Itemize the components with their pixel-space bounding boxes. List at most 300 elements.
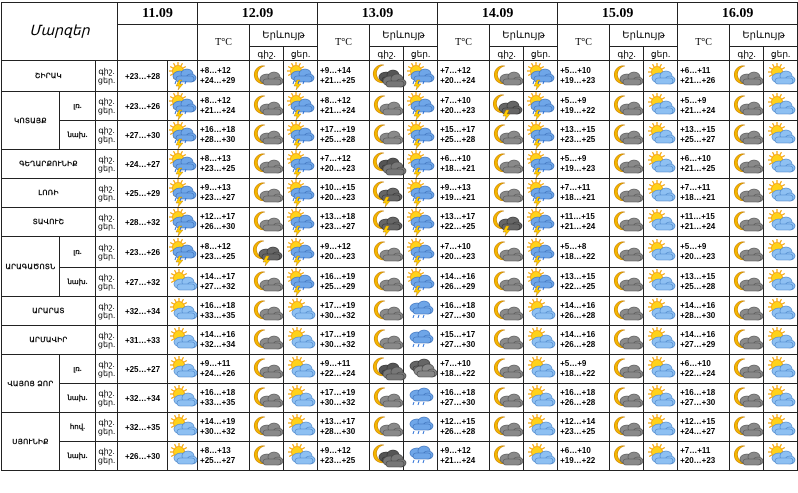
cloud-rain-icon — [404, 298, 437, 324]
night-icon — [250, 326, 284, 355]
temp-range: +7…+11 +18…+21 — [678, 179, 730, 208]
moon-cloud-icon — [490, 239, 523, 265]
day-icon — [764, 150, 798, 179]
temp-range: +5…+10 +19…+23 — [558, 61, 610, 92]
day1-temp: +26…+30 — [118, 442, 168, 471]
day-icon — [524, 355, 558, 384]
region-name: ԱՐՄԱՎԻՐ — [2, 326, 96, 355]
table-row — [2, 121, 798, 150]
table-row — [2, 268, 798, 297]
day-icon — [404, 150, 438, 179]
sun-cloud-icon — [764, 180, 797, 206]
day1-icon — [168, 179, 198, 208]
day1-icon — [168, 150, 198, 179]
day-icon — [284, 355, 318, 384]
moon-cloud-icon — [730, 327, 763, 353]
sun-cloud-storm-icon — [168, 151, 197, 177]
night-icon — [730, 268, 764, 297]
day1-icon — [168, 92, 198, 121]
subregion: լռ. — [60, 92, 96, 121]
day-icon — [404, 413, 438, 442]
temp-range: +9…+12 +21…+24 — [438, 442, 490, 471]
moon-cloud-icon — [610, 385, 643, 411]
sun-cloud-storm-icon — [284, 239, 317, 265]
day-icon — [764, 413, 798, 442]
day-icon — [284, 179, 318, 208]
night-icon — [490, 297, 524, 326]
moon-cloud-icon — [370, 414, 403, 440]
day1-temp: +32…+35 — [118, 413, 168, 442]
temp-range: +6…+10 +21…+25 — [678, 150, 730, 179]
night-icon — [370, 150, 404, 179]
day1-icon — [168, 326, 198, 355]
moon-cloud-icon — [490, 356, 523, 382]
night-icon — [250, 61, 284, 92]
day-icon — [404, 384, 438, 413]
moon-cloud-icon — [490, 63, 523, 89]
temp-range: +9…+13 +19…+21 — [438, 179, 490, 208]
temp-range: +6…+10 +22…+24 — [678, 355, 730, 384]
temp-range: +16…+19 +25…+29 — [318, 268, 370, 297]
night-icon — [490, 61, 524, 92]
sun-cloud-icon — [764, 298, 797, 324]
night-icon — [250, 268, 284, 297]
night-icon — [730, 179, 764, 208]
sun-cloud-storm-icon — [284, 209, 317, 235]
subregion: նախ. — [60, 268, 96, 297]
day-icon — [284, 413, 318, 442]
temp-range: +7…+10 +20…+23 — [438, 237, 490, 268]
night-icon — [370, 237, 404, 268]
night-header: գիշ. — [730, 47, 764, 61]
night-icon — [730, 61, 764, 92]
moon-cloud-icon — [490, 414, 523, 440]
moon-cloud-icon — [250, 385, 283, 411]
sun-cloud-storm-icon — [284, 151, 317, 177]
day-icon — [644, 442, 678, 471]
moon-cloud-icon — [610, 443, 643, 469]
day-icon — [404, 237, 438, 268]
date-4: 14.09 — [438, 3, 558, 25]
temp-header: T°C — [678, 25, 730, 61]
table-row — [2, 355, 798, 384]
temp-range: +6…+10 +18…+21 — [438, 150, 490, 179]
night-icon — [610, 384, 644, 413]
night-day-label: գիշ. ցեր. — [96, 208, 118, 237]
night-day-label: գիշ. ցեր. — [96, 150, 118, 179]
day1-temp: +24…+27 — [118, 150, 168, 179]
moon-cloud-icon — [730, 63, 763, 89]
temp-range: +8…+12 +23…+25 — [198, 237, 250, 268]
night-icon — [370, 384, 404, 413]
region-name: ՇԻՐԱԿ — [2, 61, 96, 92]
moon-cloud-icon — [250, 298, 283, 324]
night-icon — [250, 237, 284, 268]
temp-range: +6…+11 +21…+26 — [678, 61, 730, 92]
moon-cloud-icon — [730, 122, 763, 148]
table-row — [2, 92, 798, 121]
temp-header: T°C — [198, 25, 250, 61]
night-icon — [730, 355, 764, 384]
moon-cloud-icon — [370, 122, 403, 148]
moon-cloud-icon — [250, 414, 283, 440]
day-icon — [404, 121, 438, 150]
sun-cloud-icon — [644, 63, 677, 89]
temp-range: +10…+15 +20…+23 — [318, 179, 370, 208]
night-icon — [490, 384, 524, 413]
temp-range: +13…+15 +25…+27 — [678, 121, 730, 150]
temp-range: +13…+15 +22…+25 — [558, 268, 610, 297]
night-icon — [610, 208, 644, 237]
sun-cloud-icon — [644, 122, 677, 148]
night-icon — [250, 413, 284, 442]
day-icon — [284, 121, 318, 150]
moon-cloud-icon — [730, 180, 763, 206]
sun-cloud-icon — [764, 385, 797, 411]
night-icon — [730, 384, 764, 413]
sun-cloud-icon — [764, 93, 797, 119]
night-icon — [730, 208, 764, 237]
sun-cloud-storm-icon — [168, 63, 197, 89]
night-icon — [730, 92, 764, 121]
day1-icon — [168, 208, 198, 237]
day1-temp: +32…+34 — [118, 384, 168, 413]
table-row — [2, 442, 798, 471]
table-row — [2, 384, 798, 413]
night-day-label: գիշ. ցեր. — [96, 61, 118, 92]
day-icon — [404, 92, 438, 121]
sun-cloud-storm-icon — [404, 209, 437, 235]
moon-cloud-icon — [730, 298, 763, 324]
night-icon — [490, 442, 524, 471]
night-day-label: գիշ. ցեր. — [96, 413, 118, 442]
table-row — [2, 413, 798, 442]
temp-range: +7…+10 +20…+23 — [438, 92, 490, 121]
subregion: նախ. — [60, 121, 96, 150]
sun-cloud-storm-icon — [284, 180, 317, 206]
moon-cloud-icon — [610, 239, 643, 265]
sun-cloud-icon — [644, 209, 677, 235]
temp-range: +5…+9 +19…+23 — [558, 150, 610, 179]
moon-cloud-dark-icon — [370, 151, 403, 177]
day-icon — [764, 326, 798, 355]
sun-cloud-storm-icon — [524, 239, 557, 265]
temp-range: +13…+15 +23…+25 — [558, 121, 610, 150]
temp-range: +12…+17 +26…+30 — [198, 208, 250, 237]
temp-range: +9…+12 +20…+23 — [318, 237, 370, 268]
sun-cloud-icon — [644, 327, 677, 353]
sun-cloud-icon — [524, 385, 557, 411]
moon-cloud-icon — [730, 356, 763, 382]
sun-cloud-icon — [644, 356, 677, 382]
night-header: գիշ. — [250, 47, 284, 61]
temp-range: +7…+11 +18…+21 — [558, 179, 610, 208]
moon-cloud-icon — [370, 327, 403, 353]
temp-range: +16…+18 +27…+30 — [678, 384, 730, 413]
temp-range: +9…+11 +22…+24 — [318, 355, 370, 384]
temp-range: +7…+12 +20…+24 — [438, 61, 490, 92]
day1-icon — [168, 413, 198, 442]
day-icon — [524, 297, 558, 326]
moon-cloud-icon — [370, 385, 403, 411]
sun-cloud-icon — [644, 151, 677, 177]
temp-range: +12…+15 +26…+28 — [438, 413, 490, 442]
phenomenon-header: Երևույթ — [610, 25, 678, 47]
night-icon — [730, 121, 764, 150]
night-icon — [610, 442, 644, 471]
forecast-table — [1, 2, 798, 471]
night-icon — [370, 413, 404, 442]
temp-header: T°C — [438, 25, 490, 61]
sun-cloud-icon — [644, 269, 677, 295]
moon-cloud-icon — [610, 356, 643, 382]
moon-cloud-icon — [490, 151, 523, 177]
day-icon — [404, 61, 438, 92]
day1-icon — [168, 61, 198, 92]
moon-cloud-icon — [490, 122, 523, 148]
temp-range: +15…+17 +25…+28 — [438, 121, 490, 150]
day-icon — [644, 268, 678, 297]
temp-range: +14…+19 +30…+32 — [198, 413, 250, 442]
moon-cloud-icon — [250, 269, 283, 295]
subregion: լռ. — [60, 355, 96, 384]
day1-temp: +25…+27 — [118, 355, 168, 384]
night-icon — [250, 208, 284, 237]
table-row — [2, 150, 798, 179]
temp-range: +14…+16 +26…+28 — [558, 297, 610, 326]
temp-range: +6…+10 +19…+22 — [558, 442, 610, 471]
day-icon — [644, 384, 678, 413]
moon-cloud-icon — [370, 239, 403, 265]
day-icon — [524, 413, 558, 442]
night-icon — [490, 237, 524, 268]
night-icon — [250, 384, 284, 413]
moon-cloud-icon — [610, 269, 643, 295]
sun-cloud-icon — [168, 414, 197, 440]
temp-range: +11…+15 +21…+24 — [558, 208, 610, 237]
sun-cloud-storm-icon — [524, 269, 557, 295]
temp-range: +16…+18 +33…+35 — [198, 384, 250, 413]
moon-cloud-icon — [370, 93, 403, 119]
day-icon — [764, 208, 798, 237]
night-day-label: գիշ. ցեր. — [96, 92, 118, 121]
day-icon — [524, 326, 558, 355]
temp-range: +8…+12 +21…+24 — [198, 92, 250, 121]
night-icon — [250, 442, 284, 471]
day-icon — [644, 237, 678, 268]
day-icon — [284, 442, 318, 471]
night-icon — [610, 179, 644, 208]
day1-temp: +23…+26 — [118, 237, 168, 268]
night-icon — [490, 208, 524, 237]
day-icon — [644, 179, 678, 208]
night-icon — [490, 268, 524, 297]
night-icon — [610, 413, 644, 442]
temp-range: +8…+12 +24…+29 — [198, 61, 250, 92]
phenomenon-header: Երևույթ — [730, 25, 798, 47]
region-name: ՏԱՎՈՒՇ — [2, 208, 96, 237]
moon-cloud-icon — [730, 209, 763, 235]
day-header: ցեր. — [764, 47, 798, 61]
day1-icon — [168, 297, 198, 326]
date-5: 15.09 — [558, 3, 678, 25]
temp-range: +5…+8 +18…+22 — [558, 237, 610, 268]
moon-cloud-icon — [730, 414, 763, 440]
subregion: լռ. — [60, 237, 96, 268]
moon-cloud-icon — [490, 327, 523, 353]
day-icon — [764, 121, 798, 150]
day-icon — [284, 61, 318, 92]
moon-cloud-icon — [730, 385, 763, 411]
day-icon — [404, 442, 438, 471]
day-icon — [644, 92, 678, 121]
temp-range: +14…+16 +32…+34 — [198, 326, 250, 355]
night-icon — [370, 442, 404, 471]
sun-cloud-icon — [764, 239, 797, 265]
moon-cloud-icon — [610, 151, 643, 177]
moon-cloud-dark-icon — [370, 63, 403, 89]
sun-cloud-storm-icon — [284, 122, 317, 148]
day1-temp: +28…+32 — [118, 208, 168, 237]
cloud-rain-icon — [404, 414, 437, 440]
moon-cloud-storm-icon — [250, 239, 283, 265]
moon-cloud-icon — [490, 180, 523, 206]
moon-cloud-dark-icon — [370, 356, 403, 382]
sun-cloud-icon — [524, 356, 557, 382]
day-icon — [404, 355, 438, 384]
day-icon — [404, 179, 438, 208]
sun-cloud-icon — [644, 180, 677, 206]
night-icon — [490, 179, 524, 208]
night-day-label: գիշ. ցեր. — [96, 355, 118, 384]
day1-temp: +23…+26 — [118, 92, 168, 121]
day-icon — [524, 208, 558, 237]
sun-cloud-icon — [764, 269, 797, 295]
night-icon — [730, 237, 764, 268]
night-day-label: գիշ. ցեր. — [96, 297, 118, 326]
moon-cloud-icon — [250, 180, 283, 206]
sun-cloud-storm-icon — [404, 180, 437, 206]
moon-cloud-icon — [610, 298, 643, 324]
day-header: ցեր. — [644, 47, 678, 61]
day1-temp: +27…+32 — [118, 268, 168, 297]
temp-range: +14…+16 +28…+30 — [678, 297, 730, 326]
night-icon — [250, 297, 284, 326]
day-icon — [644, 326, 678, 355]
day-icon — [644, 61, 678, 92]
region-name: ԱՐԱԳԱԾՈՏՆ — [2, 237, 60, 297]
sun-cloud-storm-icon — [524, 180, 557, 206]
sun-cloud-icon — [644, 443, 677, 469]
moon-cloud-storm-icon — [370, 209, 403, 235]
day-icon — [644, 297, 678, 326]
temp-range: +14…+17 +27…+32 — [198, 268, 250, 297]
moon-cloud-icon — [730, 239, 763, 265]
day1-icon — [168, 268, 198, 297]
temp-range: +8…+13 +23…+25 — [198, 150, 250, 179]
day1-icon — [168, 384, 198, 413]
day-icon — [524, 237, 558, 268]
temp-range: +7…+11 +20…+23 — [678, 442, 730, 471]
sun-cloud-icon — [764, 356, 797, 382]
day-icon — [404, 297, 438, 326]
day-icon — [404, 208, 438, 237]
sun-cloud-icon — [644, 414, 677, 440]
night-icon — [490, 326, 524, 355]
sun-cloud-icon — [644, 385, 677, 411]
temp-range: +9…+11 +24…+26 — [198, 355, 250, 384]
night-icon — [250, 355, 284, 384]
day-icon — [644, 150, 678, 179]
cloud-rain-icon — [404, 385, 437, 411]
day-icon — [764, 179, 798, 208]
moon-cloud-icon — [250, 63, 283, 89]
region-name: ՎԱՅՈՑ ՁՈՐ — [2, 355, 60, 413]
temp-range: +14…+16 +27…+29 — [678, 326, 730, 355]
sun-cloud-icon — [764, 122, 797, 148]
night-icon — [610, 92, 644, 121]
day-icon — [524, 384, 558, 413]
moon-cloud-icon — [610, 63, 643, 89]
night-icon — [250, 150, 284, 179]
temp-range: +5…+9 +20…+23 — [678, 237, 730, 268]
day1-temp: +25…+29 — [118, 179, 168, 208]
temp-range: +11…+15 +21…+24 — [678, 208, 730, 237]
temp-range: +12…+14 +23…+25 — [558, 413, 610, 442]
sun-cloud-icon — [168, 298, 197, 324]
day1-temp: +32…+34 — [118, 297, 168, 326]
night-icon — [610, 150, 644, 179]
moon-cloud-icon — [490, 269, 523, 295]
moon-cloud-icon — [490, 443, 523, 469]
sun-cloud-icon — [644, 298, 677, 324]
moon-cloud-icon — [610, 327, 643, 353]
day1-icon — [168, 237, 198, 268]
night-day-label: գիշ. ցեր. — [96, 442, 118, 471]
day-icon — [284, 326, 318, 355]
sun-cloud-storm-icon — [404, 269, 437, 295]
temp-range: +13…+17 +22…+25 — [438, 208, 490, 237]
day-icon — [524, 442, 558, 471]
temp-range: +13…+17 +28…+30 — [318, 413, 370, 442]
sun-cloud-storm-icon — [168, 239, 197, 265]
moon-cloud-icon — [610, 414, 643, 440]
temp-range: +16…+18 +27…+30 — [438, 384, 490, 413]
moon-cloud-storm-icon — [490, 93, 523, 119]
day1-blank — [118, 25, 198, 61]
temp-range: +5…+9 +19…+22 — [558, 92, 610, 121]
sun-cloud-storm-icon — [284, 63, 317, 89]
temp-range: +16…+18 +26…+28 — [558, 384, 610, 413]
subregion: հով. — [60, 413, 96, 442]
temp-range: +8…+12 +21…+24 — [318, 92, 370, 121]
day-icon — [764, 61, 798, 92]
sun-cloud-icon — [644, 239, 677, 265]
moon-cloud-icon — [250, 151, 283, 177]
moon-cloud-icon — [370, 269, 403, 295]
night-day-label: գիշ. ցեր. — [96, 121, 118, 150]
sun-cloud-icon — [168, 269, 197, 295]
temp-range: +12…+15 +24…+27 — [678, 413, 730, 442]
night-icon — [250, 92, 284, 121]
table-row — [2, 297, 798, 326]
temp-header: T°C — [558, 25, 610, 61]
region-name: ԼՈՌԻ — [2, 179, 96, 208]
night-icon — [370, 208, 404, 237]
moon-cloud-storm-icon — [490, 209, 523, 235]
day-icon — [284, 92, 318, 121]
day1-temp: +31…+33 — [118, 326, 168, 355]
